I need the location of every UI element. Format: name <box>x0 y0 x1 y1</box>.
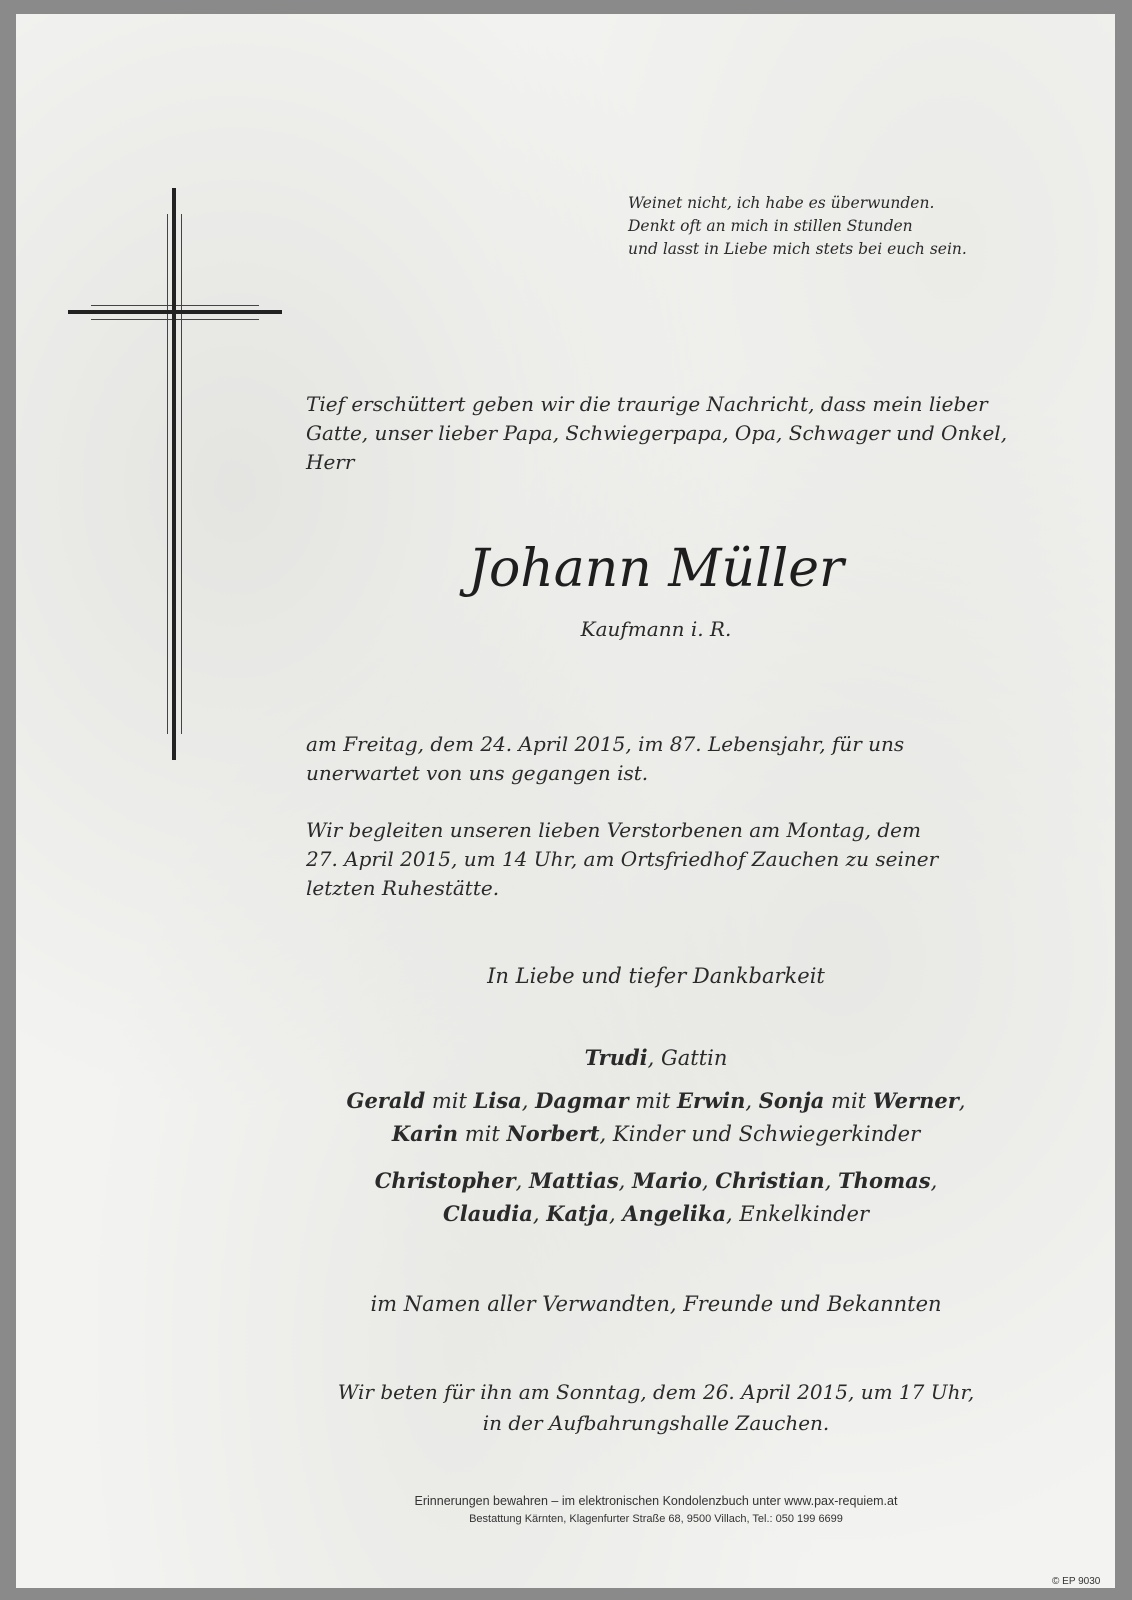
child-name: Gerald <box>346 1088 426 1113</box>
death-notice-line: unerwartet von uns gegangen ist. <box>306 761 649 785</box>
child-partner: Werner <box>872 1088 959 1113</box>
grandchild-name: Christian <box>715 1168 825 1193</box>
print-code: © EP 9030 <box>1052 1576 1101 1587</box>
motto-verse <box>628 192 1048 261</box>
motto-line: Denkt oft an mich in stillen Stunden <box>628 217 913 235</box>
with-word: mit <box>628 1089 677 1113</box>
with-word: mit <box>425 1089 474 1113</box>
with-word: mit <box>458 1122 507 1146</box>
prayer-line: in der Aufbahrungshalle Zauchen. <box>482 1411 830 1435</box>
grandchild-name: Mattias <box>528 1168 619 1193</box>
grandchild-name: Katja <box>546 1201 609 1226</box>
separator: , <box>958 1089 966 1113</box>
children-role: , Kinder und Schwiegerkinder <box>599 1122 921 1146</box>
grandchildren-role: , Enkelkinder <box>726 1202 869 1226</box>
footer-funeral-home: Bestattung Kärnten, Klagenfurter Straße 68, 9500 Villach, Tel.: 050 199 6699 <box>469 1513 843 1525</box>
grandchild-name: Thomas <box>838 1168 931 1193</box>
cross-horizontal-beam <box>68 310 282 314</box>
child-partner: Norbert <box>506 1121 600 1146</box>
motto-line: Weinet nicht, ich habe es überwunden. <box>628 194 935 212</box>
footer-condolence-link: Erinnerungen bewahren – im elektronischen Kondolenzbuch unter www.pax-requiem.at <box>414 1494 898 1508</box>
family-children-line-1 <box>286 1084 1026 1118</box>
funeral-notice-line: Wir begleiten unseren lieben Verstorbenen am Montag, dem <box>306 818 921 842</box>
death-notice <box>306 730 1006 788</box>
funeral-notice <box>306 816 1006 903</box>
separator: , <box>521 1089 536 1113</box>
child-partner: Lisa <box>473 1088 522 1113</box>
child-name: Karin <box>391 1121 459 1146</box>
funeral-notice-line: 27. April 2015, um 14 Uhr, am Ortsfriedhof Zauchen zu seiner <box>306 847 939 871</box>
grandchild-name: Christopher <box>374 1168 516 1193</box>
family-children-line-2 <box>286 1117 1026 1151</box>
deceased-title: Kaufmann i. R. <box>580 617 732 641</box>
intro-text <box>306 390 1006 477</box>
deceased-name: Johann Müller <box>468 539 844 599</box>
prayer-line: Wir beten für ihn am Sonntag, dem 26. April 2015, um 17 Uhr, <box>337 1380 975 1404</box>
death-notice-line: am Freitag, dem 24. April 2015, im 87. Lebensjahr, für uns <box>306 732 905 756</box>
spouse-name: Trudi <box>584 1045 648 1070</box>
relatives-line: im Namen aller Verwandten, Freunde und Bekannten <box>370 1292 942 1316</box>
intro-line: Gatte, unser lieber Papa, Schwiegerpapa, Opa, Schwager und Onkel, <box>306 421 1008 445</box>
with-word: mit <box>824 1089 873 1113</box>
intro-line: Herr <box>306 450 355 474</box>
grandchild-name: Angelika <box>622 1201 727 1226</box>
cross-outline-left <box>167 214 168 734</box>
motto-line: und lasst in Liebe mich stets bei euch sein. <box>628 240 967 258</box>
separator: , <box>745 1089 759 1113</box>
child-name: Sonja <box>758 1088 825 1113</box>
family-spouse <box>286 1041 1026 1075</box>
child-name: Dagmar <box>535 1088 629 1113</box>
cross-vertical-beam <box>172 188 176 760</box>
cross-outline-right <box>181 214 182 734</box>
intro-line: Tief erschüttert geben wir die traurige Nachricht, dass mein lieber <box>306 392 988 416</box>
family-grandchildren-line-1: Christopher, Mattias, Mario, Christian, Thomas, <box>374 1168 938 1193</box>
grandchild-name: Claudia <box>443 1201 533 1226</box>
funeral-notice-line: letzten Ruhestätte. <box>306 876 500 900</box>
grandchild-name: Mario <box>632 1168 702 1193</box>
family-grandchildren-line-2: Claudia, Katja, Angelika, Enkelkinder <box>443 1201 869 1226</box>
gratitude-line: In Liebe und tiefer Dankbarkeit <box>487 964 825 988</box>
spouse-role: , Gattin <box>647 1046 728 1070</box>
child-partner: Erwin <box>676 1088 746 1113</box>
obituary-sheet <box>16 14 1115 1588</box>
